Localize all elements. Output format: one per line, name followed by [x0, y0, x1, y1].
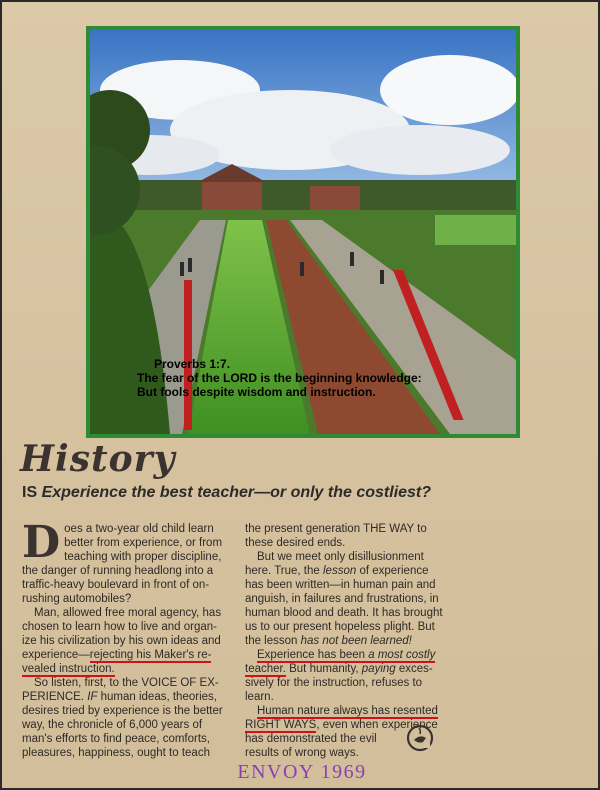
text-line: But we meet only disillusionment [257, 551, 424, 563]
text-line: So listen, first, to the VOICE OF EX- [34, 677, 219, 689]
text-line: us to our present hopeless plight. But [245, 621, 435, 633]
highlighted-text: RIGHT WAYS [245, 719, 317, 731]
paragraph [22, 517, 234, 568]
text-segment: But humanity, [285, 663, 362, 675]
text-line [245, 704, 457, 718]
text-segment: exces- [395, 663, 433, 675]
text-line: way, the chronicle of 6,000 years of [22, 719, 203, 731]
emphasis-text: lesson [323, 565, 357, 577]
text-segment: human ideas, theories, [97, 691, 217, 703]
text-line [245, 648, 457, 662]
text-segment: the lesson [245, 635, 301, 647]
text-segment: PERIENCE. [22, 691, 88, 703]
text-line: anguish, in failures and frustrations, in [245, 593, 439, 605]
text-line: desires tried by experience is the better [22, 705, 223, 717]
text-line: ize his civilization by his own ideas and [22, 635, 221, 647]
text-line [245, 634, 457, 648]
paragraph [22, 564, 234, 606]
drop-cap: D [22, 517, 61, 568]
footer-label: ENVOY 1969 [237, 761, 367, 783]
lamp-emblem-icon [406, 724, 434, 757]
article-subtitle [22, 484, 431, 502]
text-line: rushing automobiles? [22, 593, 132, 605]
caption-line-2: But fools despite wisdom and instruction. [137, 385, 376, 399]
text-line: has been written—in human pain and [245, 579, 436, 591]
text-line: teaching with proper discipline, [64, 551, 222, 563]
highlighted-text: teacher. [245, 663, 286, 675]
photo-caption [52, 357, 432, 399]
paragraph [22, 676, 234, 760]
text-line [245, 662, 457, 676]
text-line: pleasures, happiness, ought to teach [22, 747, 210, 759]
text-line [245, 564, 457, 578]
text-line [22, 690, 234, 704]
text-segment: here. True, the [245, 565, 323, 577]
highlighted-text: Human nature always has resented [257, 705, 438, 717]
section-title: History [20, 438, 176, 480]
text-line [22, 662, 234, 676]
emphasis-text: paying [361, 663, 396, 675]
text-line: human blood and death. It has brought [245, 607, 443, 619]
subtitle-lead: IS [22, 484, 38, 501]
highlighted-text: vealed instruction. [22, 663, 115, 675]
text-line: learn. [245, 691, 274, 703]
highlighted-text [257, 649, 435, 663]
paragraph [245, 522, 457, 550]
text-line: these desired ends. [245, 537, 346, 549]
caption-line-1: The fear of the LORD is the beginning knowledge: [137, 371, 422, 385]
text-segment: of experience [356, 565, 429, 577]
text-segment: Experience has been [257, 649, 369, 661]
text-line: oes a two-year old child learn [64, 523, 214, 535]
text-line: has demonstrated the evil [245, 733, 377, 745]
text-line: man's efforts to find peace, comforts, [22, 733, 210, 745]
text-line: traffic-heavy boulevard in front of on- [22, 579, 210, 591]
emphasis-text: IF [87, 691, 98, 703]
text-line: chosen to learn how to live and organ- [22, 621, 217, 633]
text-line [22, 648, 234, 662]
text-line: the present generation THE WAY to [245, 523, 427, 535]
left-column [22, 517, 234, 760]
text-line: sively for the instruction, refuses to [245, 677, 423, 689]
paragraph [22, 606, 234, 676]
subtitle-rest: Experience the best teacher—or only the costliest? [41, 484, 432, 501]
emphasis-text: has not been learned! [300, 635, 412, 647]
paragraph [245, 550, 457, 648]
caption-verse-ref: Proverbs 1:7. [154, 357, 231, 371]
text-line: Man, allowed free moral agency, has [34, 607, 222, 619]
text-line: the danger of running headlong into a [22, 565, 214, 577]
text-line: better from experience, or from [64, 537, 223, 549]
emphasis-text: a most costly [368, 649, 436, 661]
text-segment: experience— [22, 649, 90, 661]
paragraph [245, 648, 457, 704]
text-line: results of wrong ways. [245, 747, 359, 759]
highlighted-text: rejecting his Maker's re- [89, 649, 212, 661]
text-segment: , even when experience [316, 719, 438, 731]
